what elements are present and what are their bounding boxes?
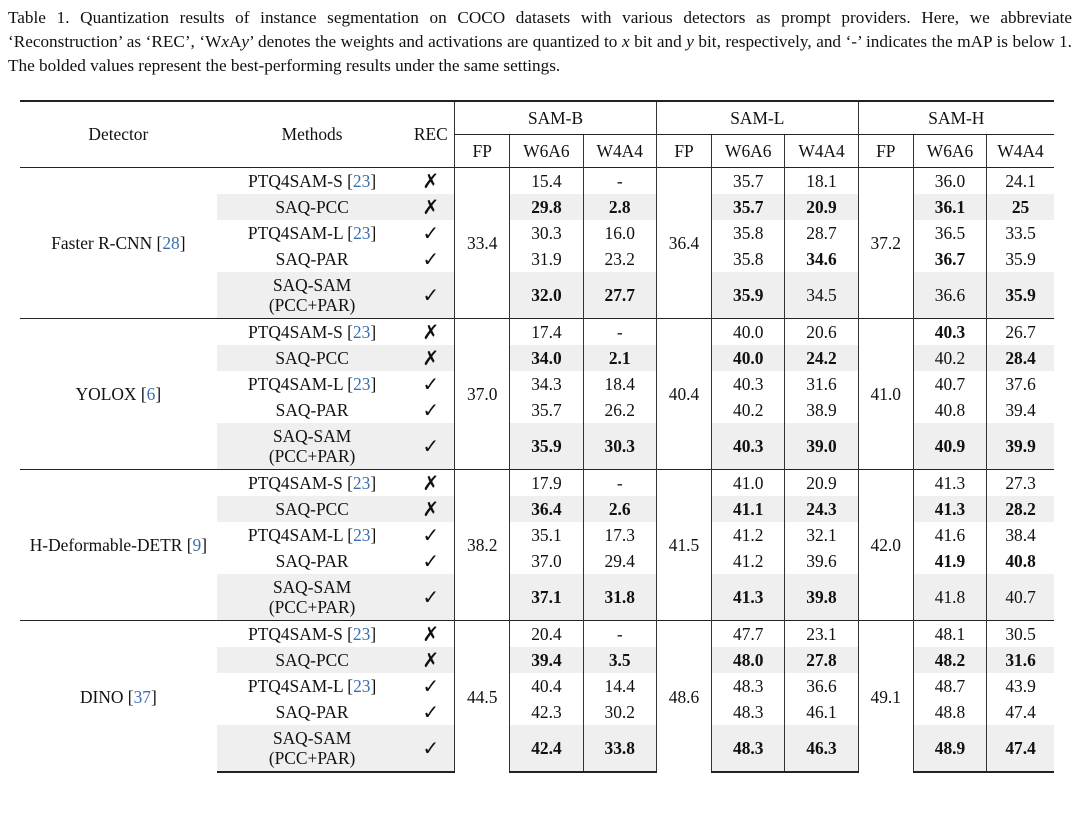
value-cell: - <box>583 621 656 648</box>
value-cell: 28.7 <box>785 220 858 246</box>
method-name: SAQ-PAR <box>275 551 349 571</box>
value-cell: 47.4 <box>987 725 1054 772</box>
detector-cell: Faster R-CNN [28] <box>20 168 217 319</box>
method-name: PTQ4SAM-S <box>248 473 343 493</box>
method-cell: PTQ4SAM-S [23] <box>217 470 408 497</box>
value-cell: 15.4 <box>510 168 583 195</box>
header-sub: W6A6 <box>712 135 785 168</box>
citation-link[interactable]: 23 <box>352 624 371 644</box>
value-cell: 41.9 <box>913 548 986 574</box>
value-cell: 30.5 <box>987 621 1054 648</box>
value-cell: 48.7 <box>913 673 986 699</box>
value-cell: 20.6 <box>785 319 858 346</box>
value-cell: 31.8 <box>583 574 656 621</box>
value-cell: 48.2 <box>913 647 986 673</box>
method-name: PTQ4SAM-L <box>247 676 343 696</box>
header-sub: W6A6 <box>510 135 583 168</box>
value-cell: 40.2 <box>913 345 986 371</box>
header-rec: REC <box>407 101 454 168</box>
header-sub: W6A6 <box>913 135 986 168</box>
value-cell: 47.4 <box>987 699 1054 725</box>
method-cell: PTQ4SAM-L [23] <box>247 374 377 394</box>
fp-value: 42.0 <box>858 470 913 621</box>
method-name: SAQ-SAM <box>272 275 352 295</box>
method-cell: PTQ4SAM-L [23] <box>247 525 377 545</box>
value-cell: 36.7 <box>913 246 986 272</box>
fp-value: 41.0 <box>858 319 913 470</box>
method-cell <box>217 246 408 272</box>
check-mark-icon: ✓ <box>422 523 440 547</box>
value-cell: 42.4 <box>510 725 583 772</box>
detector-name: YOLOX <box>75 384 137 404</box>
value-cell: 36.1 <box>913 194 986 220</box>
value-cell: 41.8 <box>913 574 986 621</box>
citation-link[interactable]: 6 <box>146 384 156 404</box>
value-cell: 31.6 <box>987 647 1054 673</box>
value-cell: 33.8 <box>583 725 656 772</box>
method-cell: PTQ4SAM-S [23] <box>217 621 408 648</box>
table-row <box>20 168 1054 195</box>
check-mark-icon: ✓ <box>422 221 440 245</box>
detector-cell: H-Deformable-DETR [9] <box>20 470 217 621</box>
value-cell: 25 <box>987 194 1054 220</box>
value-cell: 37.1 <box>510 574 583 621</box>
value-cell: 2.6 <box>583 496 656 522</box>
value-cell: 18.4 <box>583 371 656 397</box>
value-cell: 35.8 <box>712 220 785 246</box>
header-sub: W4A4 <box>583 135 656 168</box>
fp-value: 38.2 <box>455 470 510 621</box>
value-cell: 35.1 <box>510 522 583 548</box>
cross-mark-icon: ✗ <box>407 168 454 195</box>
value-cell: 40.8 <box>987 548 1054 574</box>
value-cell: 40.7 <box>987 574 1054 621</box>
value-cell: 41.3 <box>913 470 986 497</box>
value-cell: 37.6 <box>987 371 1054 397</box>
table-row <box>20 470 1054 497</box>
value-cell: 36.0 <box>913 168 986 195</box>
value-cell: 24.2 <box>785 345 858 371</box>
value-cell: 38.4 <box>987 522 1054 548</box>
value-cell: 28.2 <box>987 496 1054 522</box>
value-cell: 48.3 <box>712 699 785 725</box>
value-cell: 39.4 <box>987 397 1054 423</box>
method-cell <box>217 194 408 220</box>
value-cell: 48.3 <box>712 673 785 699</box>
method-cell: PTQ4SAM-S [23] <box>217 319 408 346</box>
header-sam-l: SAM-L <box>656 101 858 135</box>
value-cell: 41.6 <box>913 522 986 548</box>
value-cell: 23.2 <box>583 246 656 272</box>
value-cell: 40.3 <box>913 319 986 346</box>
check-mark-icon: ✓ <box>407 725 454 772</box>
detector-name: Faster R-CNN <box>51 233 153 253</box>
value-cell: 35.9 <box>987 272 1054 319</box>
method-name: SAQ-PCC <box>275 499 349 519</box>
value-cell: 40.3 <box>712 423 785 470</box>
value-cell: 40.0 <box>712 319 785 346</box>
cross-mark-icon: ✗ <box>407 496 454 522</box>
value-cell: 34.5 <box>785 272 858 319</box>
value-cell: - <box>583 319 656 346</box>
value-cell: 17.4 <box>510 319 583 346</box>
method-name: SAQ-PAR <box>275 249 349 269</box>
method-cell <box>217 699 408 725</box>
method-cell <box>217 725 408 772</box>
table-row <box>20 621 1054 648</box>
value-cell: 29.8 <box>510 194 583 220</box>
value-cell: 35.7 <box>510 397 583 423</box>
method-name: SAQ-SAM <box>272 426 352 446</box>
method-name: PTQ4SAM-S <box>248 171 343 191</box>
method-cell <box>217 397 408 423</box>
detector-cell: DINO [37] <box>20 621 217 773</box>
method-name: PTQ4SAM-L <box>247 223 343 243</box>
method-name: SAQ-PCC <box>275 197 349 217</box>
value-cell: 39.8 <box>785 574 858 621</box>
detector-name: H-Deformable-DETR <box>29 535 183 555</box>
value-cell: 16.0 <box>583 220 656 246</box>
method-cell: PTQ4SAM-L [23] <box>247 676 377 696</box>
citation-link[interactable]: 23 <box>353 223 371 243</box>
value-cell: 46.1 <box>785 699 858 725</box>
value-cell: 27.3 <box>987 470 1054 497</box>
header-sub: FP <box>656 135 711 168</box>
value-cell: 48.0 <box>712 647 785 673</box>
header-sub: W4A4 <box>785 135 858 168</box>
value-cell: 3.5 <box>583 647 656 673</box>
method-cell <box>217 548 408 574</box>
method-name: SAQ-SAM <box>272 728 352 748</box>
value-cell: 36.4 <box>510 496 583 522</box>
value-cell: 14.4 <box>583 673 656 699</box>
value-cell: 48.8 <box>913 699 986 725</box>
method-name: PTQ4SAM-L <box>247 525 343 545</box>
header-sam-h: SAM-H <box>858 101 1054 135</box>
method-name: PTQ4SAM-S <box>248 624 343 644</box>
method-subtitle: (PCC+PAR) <box>268 295 356 315</box>
value-cell: 27.7 <box>583 272 656 319</box>
citation-link[interactable]: 23 <box>352 473 371 493</box>
value-cell: 30.3 <box>583 423 656 470</box>
value-cell: 23.1 <box>785 621 858 648</box>
method-name: SAQ-PCC <box>275 650 349 670</box>
value-cell: 41.3 <box>712 574 785 621</box>
header-row-groups <box>20 101 1054 135</box>
value-cell: 20.9 <box>785 470 858 497</box>
check-mark-icon: ✓ <box>422 674 440 698</box>
value-cell: 35.9 <box>987 246 1054 272</box>
value-cell: 41.0 <box>712 470 785 497</box>
value-cell: 41.3 <box>913 496 986 522</box>
value-cell: 34.3 <box>510 371 583 397</box>
value-cell: 32.1 <box>785 522 858 548</box>
value-cell: 33.5 <box>987 220 1054 246</box>
fp-value: 40.4 <box>656 319 711 470</box>
header-sam-b: SAM-B <box>455 101 657 135</box>
value-cell: 31.6 <box>785 371 858 397</box>
value-cell: 2.8 <box>583 194 656 220</box>
value-cell: 38.9 <box>785 397 858 423</box>
method-cell: PTQ4SAM-L [23] <box>247 223 377 243</box>
citation-link[interactable]: 23 <box>353 374 371 394</box>
cross-mark-icon: ✗ <box>407 470 454 497</box>
value-cell: 24.1 <box>987 168 1054 195</box>
value-cell: 40.9 <box>913 423 986 470</box>
value-cell: 24.3 <box>785 496 858 522</box>
method-subtitle: (PCC+PAR) <box>268 748 356 768</box>
value-cell: 39.0 <box>785 423 858 470</box>
citation-link[interactable]: 28 <box>162 233 180 253</box>
citation-link[interactable]: 23 <box>353 525 371 545</box>
value-cell: 35.9 <box>712 272 785 319</box>
header-sub: W4A4 <box>987 135 1054 168</box>
method-cell <box>217 272 408 319</box>
header-sub: FP <box>858 135 913 168</box>
value-cell: 41.2 <box>712 548 785 574</box>
method-subtitle: (PCC+PAR) <box>268 597 356 617</box>
fp-value: 33.4 <box>455 168 510 319</box>
fp-value: 44.5 <box>455 621 510 773</box>
method-cell <box>217 345 408 371</box>
value-cell: 35.7 <box>712 194 785 220</box>
method-name: PTQ4SAM-S <box>248 322 343 342</box>
value-cell: 40.2 <box>712 397 785 423</box>
value-cell: 26.2 <box>583 397 656 423</box>
value-cell: 46.3 <box>785 725 858 772</box>
cross-mark-icon: ✗ <box>407 621 454 648</box>
value-cell: 17.9 <box>510 470 583 497</box>
method-name: SAQ-PAR <box>275 400 349 420</box>
detector-cell: YOLOX [6] <box>20 319 217 470</box>
value-cell: 36.6 <box>913 272 986 319</box>
value-cell: 36.5 <box>913 220 986 246</box>
cross-mark-icon: ✗ <box>407 345 454 371</box>
method-name: SAQ-SAM <box>272 577 352 597</box>
value-cell: 39.4 <box>510 647 583 673</box>
value-cell: 48.1 <box>913 621 986 648</box>
value-cell: 39.6 <box>785 548 858 574</box>
check-mark-icon: ✓ <box>407 272 454 319</box>
method-cell <box>217 574 408 621</box>
value-cell: 34.6 <box>785 246 858 272</box>
method-name: SAQ-PAR <box>275 702 349 722</box>
header-detector: Detector <box>20 101 217 168</box>
value-cell: 30.3 <box>510 220 583 246</box>
fp-value: 37.0 <box>455 319 510 470</box>
cross-mark-icon: ✗ <box>407 319 454 346</box>
value-cell: 39.9 <box>987 423 1054 470</box>
value-cell: 20.9 <box>785 194 858 220</box>
citation-link[interactable]: 9 <box>192 535 202 555</box>
value-cell: 42.3 <box>510 699 583 725</box>
value-cell: 37.0 <box>510 548 583 574</box>
check-mark-icon: ✓ <box>422 398 440 422</box>
table-row <box>20 319 1054 346</box>
check-mark-icon: ✓ <box>422 549 440 573</box>
header-methods: Methods <box>217 101 408 168</box>
citation-link[interactable]: 23 <box>352 171 371 191</box>
table-caption: Table 1. Quantization results of instance segmentation on COCO datasets with various detectors as prompt providers. Here, we abbreviate ‘Reconstruction’ as ‘REC’, ‘WxAy’ denotes the weights and activations are quantized to x bit and y bit, respectively, and ‘-’ indicates the mAP is below 1. The bolded values represent the best-performing results under the same settings. <box>8 8 1072 75</box>
value-cell: 47.7 <box>712 621 785 648</box>
header-sub: FP <box>455 135 510 168</box>
value-cell: 35.7 <box>712 168 785 195</box>
value-cell: 40.0 <box>712 345 785 371</box>
cross-mark-icon: ✗ <box>407 194 454 220</box>
value-cell: 35.8 <box>712 246 785 272</box>
fp-value: 48.6 <box>656 621 711 773</box>
fp-value: 41.5 <box>656 470 711 621</box>
check-mark-icon: ✓ <box>407 574 454 621</box>
results-table <box>20 100 1054 773</box>
value-cell: 35.9 <box>510 423 583 470</box>
check-mark-icon: ✓ <box>422 372 440 396</box>
method-cell <box>217 423 408 470</box>
value-cell: 48.9 <box>913 725 986 772</box>
value-cell: 31.9 <box>510 246 583 272</box>
value-cell: 41.1 <box>712 496 785 522</box>
method-subtitle: (PCC+PAR) <box>268 446 356 466</box>
value-cell: 43.9 <box>987 673 1054 699</box>
check-mark-icon: ✓ <box>407 423 454 470</box>
value-cell: 32.0 <box>510 272 583 319</box>
value-cell: - <box>583 168 656 195</box>
value-cell: 29.4 <box>583 548 656 574</box>
value-cell: 40.4 <box>510 673 583 699</box>
citation-link[interactable]: 23 <box>353 676 371 696</box>
fp-value: 49.1 <box>858 621 913 773</box>
cross-mark-icon: ✗ <box>407 647 454 673</box>
method-cell <box>217 647 408 673</box>
value-cell: 40.8 <box>913 397 986 423</box>
value-cell: 20.4 <box>510 621 583 648</box>
value-cell: 27.8 <box>785 647 858 673</box>
fp-value: 36.4 <box>656 168 711 319</box>
check-mark-icon: ✓ <box>422 700 440 724</box>
detector-name: DINO <box>79 686 124 707</box>
value-cell: 2.1 <box>583 345 656 371</box>
method-name: PTQ4SAM-L <box>247 374 343 394</box>
value-cell: 40.3 <box>712 371 785 397</box>
value-cell: 18.1 <box>785 168 858 195</box>
check-mark-icon: ✓ <box>422 247 440 271</box>
value-cell: - <box>583 470 656 497</box>
method-cell <box>217 496 408 522</box>
value-cell: 17.3 <box>583 522 656 548</box>
citation-link[interactable]: 23 <box>352 322 371 342</box>
value-cell: 48.3 <box>712 725 785 772</box>
value-cell: 41.2 <box>712 522 785 548</box>
method-cell: PTQ4SAM-S [23] <box>217 168 408 195</box>
method-name: SAQ-PCC <box>275 348 349 368</box>
citation-link[interactable]: 37 <box>133 686 151 707</box>
fp-value: 37.2 <box>858 168 913 319</box>
value-cell: 40.7 <box>913 371 986 397</box>
value-cell: 28.4 <box>987 345 1054 371</box>
value-cell: 30.2 <box>583 699 656 725</box>
value-cell: 26.7 <box>987 319 1054 346</box>
value-cell: 34.0 <box>510 345 583 371</box>
value-cell: 36.6 <box>785 673 858 699</box>
